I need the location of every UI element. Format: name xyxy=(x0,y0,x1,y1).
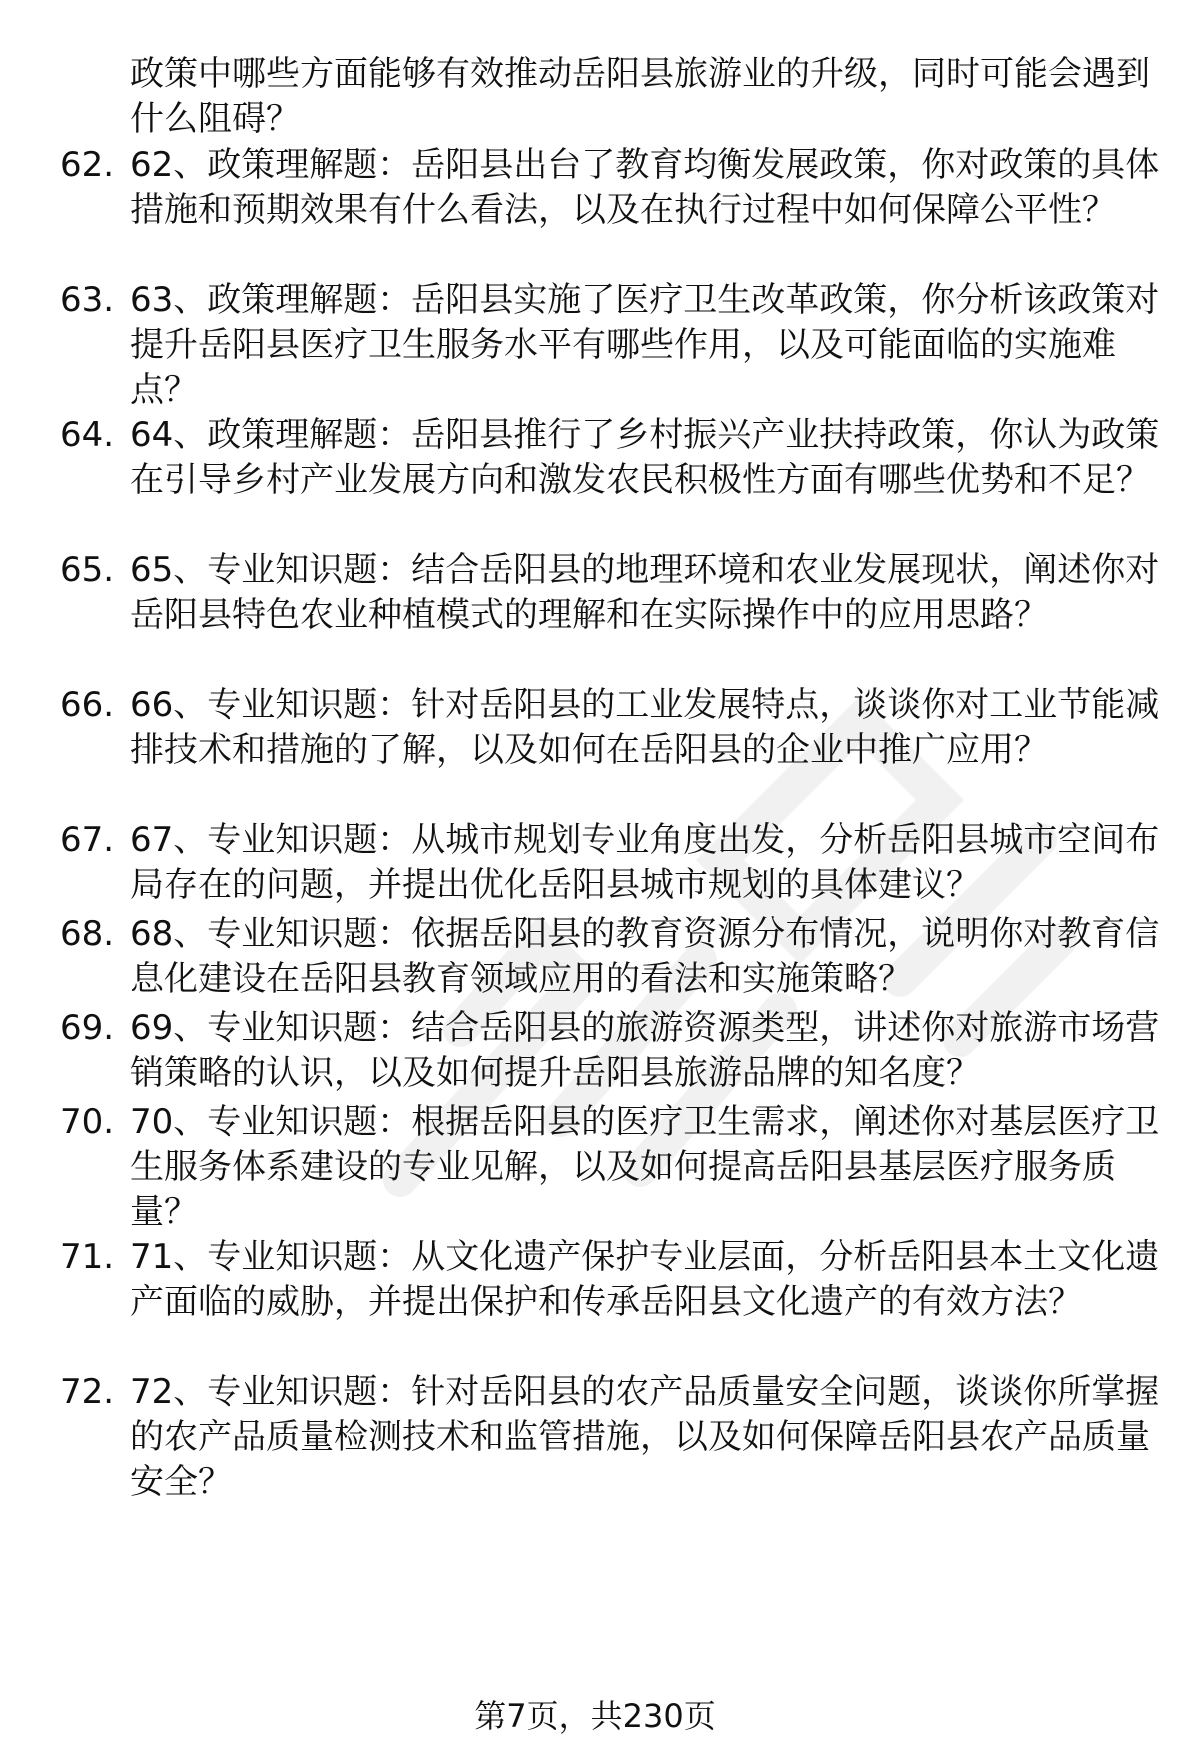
item-number: 70. xyxy=(60,1102,115,1142)
item-number: 62. xyxy=(60,145,115,185)
question-text: 67、专业知识题：从城市规划专业角度出发，分析岳阳县城市空间布局存在的问题，并提出优化岳阳县城市规划的具体建议？ xyxy=(130,820,1160,905)
item-number: 66. xyxy=(60,685,115,725)
item-number: 65. xyxy=(60,550,115,590)
item-number: 71. xyxy=(60,1237,115,1277)
page-footer: 第7页，共230页 xyxy=(474,1697,716,1735)
question-text: 71、专业知识题：从文化遗产保护专业层面，分析岳阳县本土文化遗产面临的威胁，并提出保护和传承岳阳县文化遗产的有效方法？ xyxy=(130,1237,1160,1322)
question-text: 63、政策理解题：岳阳县实施了医疗卫生改革政策，你分析该政策对提升岳阳县医疗卫生服务水平有哪些作用，以及可能面临的实施难点？ xyxy=(130,280,1160,410)
item-number: 68. xyxy=(60,914,115,954)
continuation-text: 政策中哪些方面能够有效推动岳阳县旅游业的升级，同时可能会遇到什么阻碍？ xyxy=(130,54,1150,139)
question-text: 70、专业知识题：根据岳阳县的医疗卫生需求，阐述你对基层医疗卫生服务体系建设的专业见解，以及如何提高岳阳县基层医疗服务质量？ xyxy=(130,1102,1160,1232)
question-text: 62、政策理解题：岳阳县出台了教育均衡发展政策，你对政策的具体措施和预期效果有什么看法，以及在执行过程中如何保障公平性？ xyxy=(130,145,1160,230)
item-number: 72. xyxy=(60,1372,115,1412)
question-text: 72、专业知识题：针对岳阳县的农产品质量安全问题，谈谈你所掌握的农产品质量检测技术和监管措施，以及如何保障岳阳县农产品质量安全？ xyxy=(130,1372,1160,1502)
item-number: 63. xyxy=(60,280,115,320)
question-text: 68、专业知识题：依据岳阳县的教育资源分布情况，说明你对教育信息化建设在岳阳县教育领域应用的看法和实施策略？ xyxy=(130,914,1160,999)
question-text: 66、专业知识题：针对岳阳县的工业发展特点，谈谈你对工业节能减排技术和措施的了解，以及如何在岳阳县的企业中推广应用？ xyxy=(130,685,1160,770)
item-number: 64. xyxy=(60,415,115,455)
question-text: 69、专业知识题：结合岳阳县的旅游资源类型，讲述你对旅游市场营销策略的认识，以及如何提升岳阳县旅游品牌的知名度？ xyxy=(130,1008,1160,1093)
question-text: 65、专业知识题：结合岳阳县的地理环境和农业发展现状，阐述你对岳阳县特色农业种植模式的理解和在实际操作中的应用思路？ xyxy=(130,550,1160,635)
item-number: 67. xyxy=(60,820,115,860)
item-number: 69. xyxy=(60,1008,115,1048)
question-text: 64、政策理解题：岳阳县推行了乡村振兴产业扶持政策，你认为政策在引导乡村产业发展方向和激发农民积极性方面有哪些优势和不足？ xyxy=(130,415,1160,500)
